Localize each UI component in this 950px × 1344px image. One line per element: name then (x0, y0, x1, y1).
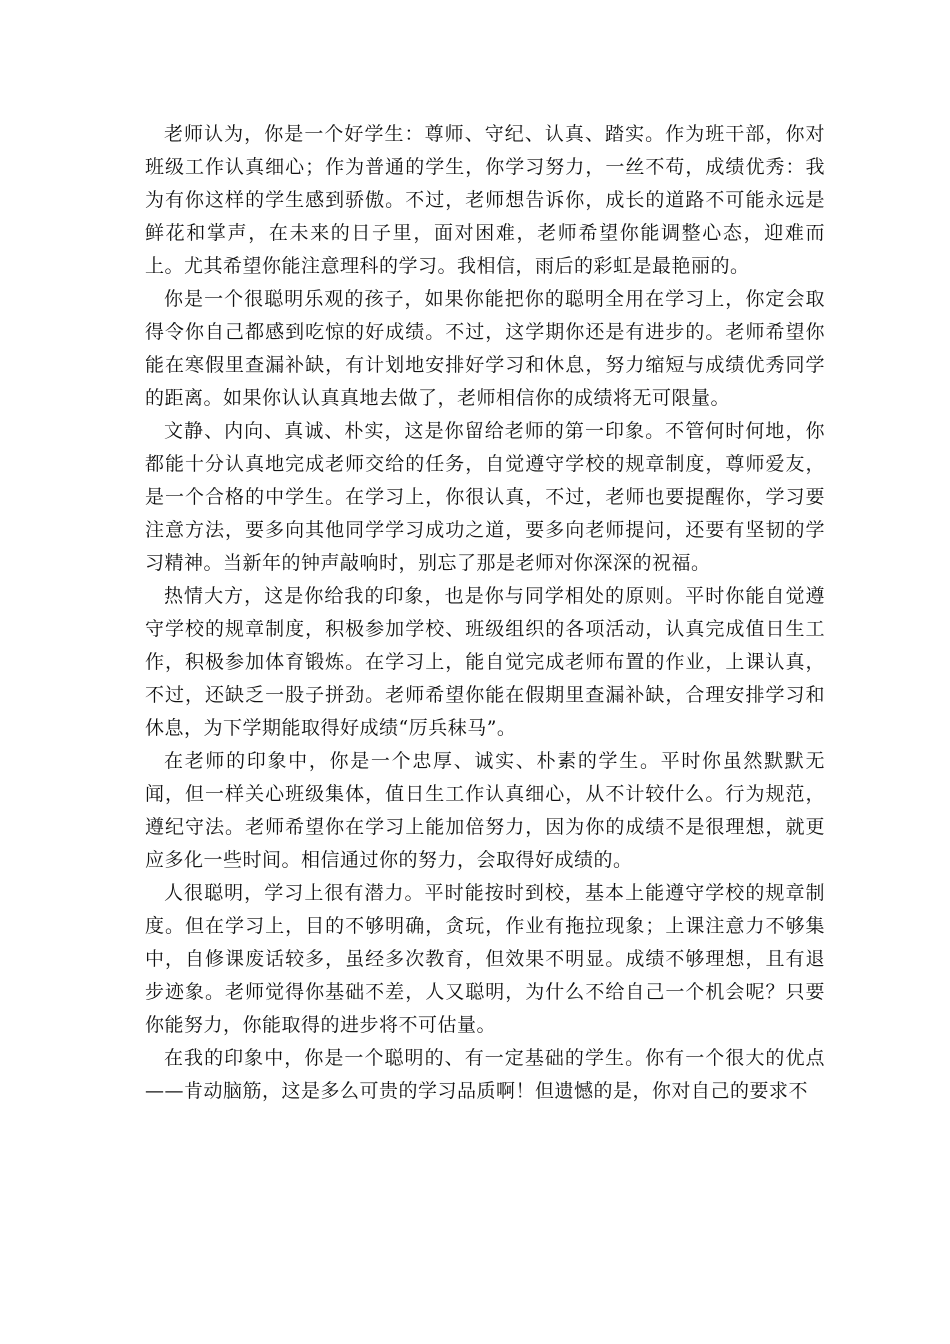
paragraph-1: 老师认为，你是一个好学生：尊师、守纪、认真、踏实。作为班干部，你对班级工作认真细心；作为普通的学生，你学习努力，一丝不苟，成绩优秀：我为有你这样的学生感到骄傲。不过，老师想告诉你，成长的道路不可能永远是鲜花和掌声，在未来的日子里，面对困难，老师希望你能调整心态，迎难而上。尤其希望你能注意理科的学习。我相信，雨后的彩虹是最艳丽的。 (145, 123, 825, 277)
paragraph-2: 你是一个很聪明乐观的孩子，如果你能把你的聪明全用在学习上，你定会取得令你自己都感到吃惊的好成绩。不过，这学期你还是有进步的。老师希望你能在寒假里查漏补缺，有计划地安排好学习和休息，努力缩短与成绩优秀同学的距离。如果你认认真真地去做了，老师相信你的成绩将无可限量。 (145, 288, 825, 409)
paragraph-3: 文静、内向、真诚、朴实，这是你留给老师的第一印象。不管何时何地，你都能十分认真地完成老师交给的任务，自觉遵守学校的规章制度，尊师爱友，是一个合格的中学生。在学习上，你很认真，不过，老师也要提醒你，学习要注意方法，要多向其他同学学习成功之道，要多向老师提问，还要有坚韧的学习精神。当新年的钟声敲响时，别忘了那是老师对你深深的祝福。 (145, 420, 825, 574)
paragraph-7: 在我的印象中，你是一个聪明的、有一定基础的学生。你有一个很大的优点——肯动脑筋，这是多么可贵的学习品质啊！但遗憾的是，你对自己的要求不 (145, 1047, 825, 1102)
document-body (145, 118, 825, 1108)
paragraph-5: 在老师的印象中，你是一个忠厚、诚实、朴素的学生。平时你虽然默默无闻，但一样关心班级集体，值日生工作认真细心，从不计较什么。行为规范，遵纪守法。老师希望你在学习上能加倍努力，因为你的成绩不是很理想，就更应多化一些时间。相信通过你的努力，会取得好成绩的。 (145, 750, 825, 871)
paragraph-6: 人很聪明，学习上很有潜力。平时能按时到校，基本上能遵守学校的规章制度。但在学习上，目的不够明确，贪玩，作业有拖拉现象；上课注意力不够集中，自修课废话较多，虽经多次教育，但效果不明显。成绩不够理想，且有退步迹象。老师觉得你基础不差，人又聪明，为什么不给自己一个机会呢？只要你能努力，你能取得的进步将不可估量。 (145, 882, 825, 1036)
paragraph-4: 热情大方，这是你给我的印象，也是你与同学相处的原则。平时你能自觉遵守学校的规章制度，积极参加学校、班级组织的各项活动，认真完成值日生工作，积极参加体育锻炼。在学习上，能自觉完成老师布置的作业，上课认真，不过，还缺乏一股子拼劲。老师希望你能在假期里查漏补缺，合理安排学习和休息，为下学期能取得好成绩“厉兵秣马”。 (145, 585, 825, 739)
